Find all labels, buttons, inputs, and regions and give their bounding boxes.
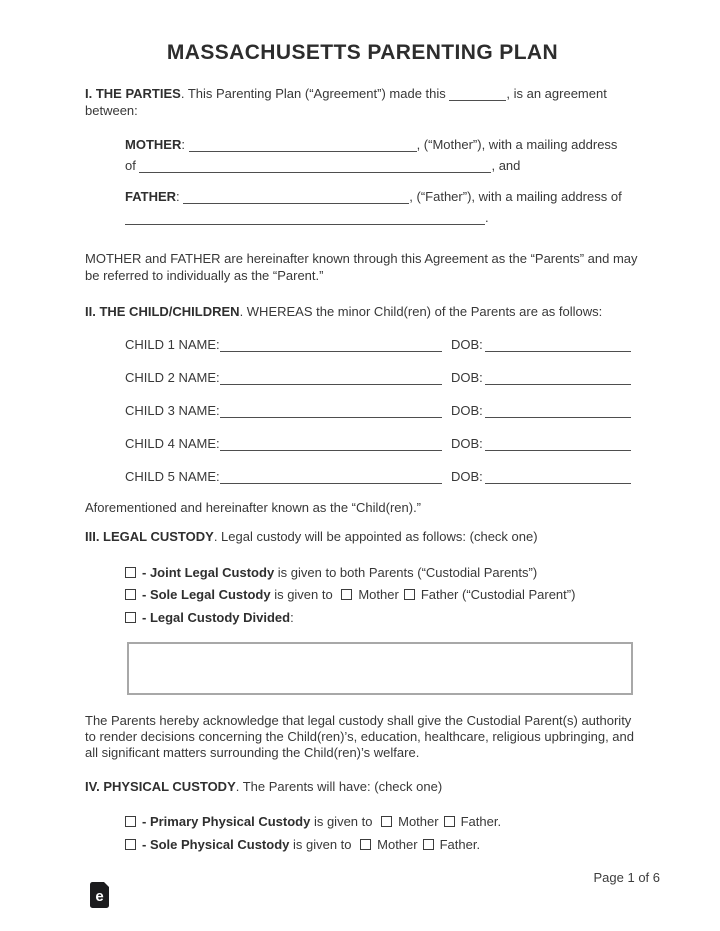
legal-custody-acknowledgment-paragraph: The Parents hereby acknowledge that legal custody shall give the Custodial Parent(s) authority to render decisions concerning the Child(ren)’s, education, healthcare, religious upbringing, and all significant matters surrounding the Child(ren)’s welfare. bbox=[85, 713, 634, 761]
sole-physical-custody-checkbox[interactable] bbox=[125, 839, 136, 850]
mother-after-name-text: , (“Mother”), with a mailing address bbox=[416, 137, 618, 152]
sole-physical-father-label: Father bbox=[439, 836, 477, 852]
father-label: FATHER bbox=[125, 189, 177, 204]
child-5-name-field[interactable] bbox=[220, 471, 442, 484]
legal-custody-divided-textbox[interactable] bbox=[127, 642, 633, 695]
sole-legal-mother-checkbox[interactable] bbox=[341, 589, 352, 600]
primary-physical-father-label: Father bbox=[460, 814, 498, 830]
legal-custody-intro-paragraph bbox=[85, 529, 640, 546]
divided-legal-custody-checkbox[interactable] bbox=[125, 612, 136, 623]
primary-physical-mother-checkbox[interactable] bbox=[381, 816, 392, 827]
legal-custody-heading: III. LEGAL CUSTODY bbox=[85, 529, 214, 544]
sole-legal-mother-label: Mother bbox=[358, 587, 399, 602]
physical-custody-intro-paragraph bbox=[85, 779, 640, 796]
mother-label: MOTHER bbox=[125, 137, 182, 152]
sole-legal-custody-text1: is given to bbox=[270, 587, 337, 602]
sole-legal-father-checkbox[interactable] bbox=[404, 589, 415, 600]
parties-intro-text: . This Parenting Plan (“Agreement”) made this bbox=[180, 86, 450, 101]
parents-definition-paragraph: MOTHER and FATHER are hereinafter known through this Agreement as the “Parents” and may be referred to individually as the “Parent.” bbox=[85, 251, 638, 283]
physical-custody-option-sole bbox=[125, 834, 640, 857]
sole-legal-custody-text2: (“Custodial Parent”) bbox=[458, 587, 576, 602]
children-heading: II. THE CHILD/CHILDREN bbox=[85, 304, 240, 319]
mother-address-field[interactable] bbox=[139, 160, 491, 173]
child-5-dob-field[interactable] bbox=[485, 471, 631, 484]
child-5-name-label: CHILD 5 NAME: bbox=[125, 468, 220, 484]
legal-custody-intro-text: . Legal custody will be appointed as follows: (check one) bbox=[213, 529, 538, 544]
legal-custody-options bbox=[125, 562, 640, 630]
sole-physical-father-checkbox[interactable] bbox=[423, 839, 434, 850]
sole-physical-mother-label: Mother bbox=[377, 836, 418, 852]
primary-physical-custody-checkbox[interactable] bbox=[125, 816, 136, 827]
child-3-name-field[interactable] bbox=[220, 405, 442, 418]
child-1-dob-field[interactable] bbox=[485, 339, 631, 352]
page-title: MASSACHUSETTS PARENTING PLAN bbox=[166, 41, 559, 64]
primary-physical-text1: is given to bbox=[310, 814, 377, 830]
father-address-suffix: . bbox=[485, 210, 489, 225]
child-4-name-field[interactable] bbox=[220, 438, 442, 451]
physical-custody-options bbox=[125, 811, 640, 856]
agreement-date-field[interactable] bbox=[449, 88, 506, 101]
children-list bbox=[85, 337, 640, 486]
divided-legal-custody-text: : bbox=[290, 609, 294, 625]
father-block bbox=[125, 186, 640, 228]
physical-custody-intro-text: . The Parents will have: (check one) bbox=[235, 778, 443, 794]
child-4-dob-label: DOB: bbox=[451, 435, 483, 451]
divided-legal-custody-label: - Legal Custody Divided bbox=[142, 609, 291, 625]
sole-physical-text1: is given to bbox=[289, 836, 356, 852]
child-row-5 bbox=[125, 469, 640, 486]
mother-label-sep: : bbox=[181, 137, 189, 152]
parties-intro-paragraph bbox=[85, 86, 640, 119]
mother-address-suffix: , and bbox=[491, 158, 521, 173]
child-row-1 bbox=[125, 337, 640, 354]
child-3-name-label: CHILD 3 NAME: bbox=[125, 402, 220, 418]
primary-physical-text2: . bbox=[497, 814, 502, 830]
legal-custody-option-joint bbox=[125, 562, 640, 585]
children-definition-paragraph: Aforementioned and hereinafter known as the “Child(ren).” bbox=[85, 499, 422, 515]
children-intro-text: . WHEREAS the minor Child(ren) of the Parents are as follows: bbox=[239, 304, 603, 319]
primary-physical-mother-label: Mother bbox=[398, 814, 439, 830]
sole-physical-text2: . bbox=[476, 836, 481, 852]
sole-physical-mother-checkbox[interactable] bbox=[360, 839, 371, 850]
child-row-3 bbox=[125, 403, 640, 420]
child-2-dob-field[interactable] bbox=[485, 372, 631, 385]
sole-physical-custody-label: - Sole Physical Custody bbox=[142, 836, 290, 852]
sole-legal-custody-label: - Sole Legal Custody bbox=[142, 587, 271, 602]
joint-legal-custody-text: is given to both Parents (“Custodial Parents”) bbox=[274, 564, 538, 580]
child-2-name-field[interactable] bbox=[220, 372, 442, 385]
child-1-dob-label: DOB: bbox=[451, 336, 483, 352]
mother-name-field[interactable] bbox=[189, 139, 417, 152]
joint-legal-custody-label: - Joint Legal Custody bbox=[142, 564, 275, 580]
legal-custody-option-divided bbox=[125, 607, 640, 630]
father-address-field[interactable] bbox=[125, 212, 485, 225]
legal-custody-option-sole bbox=[125, 584, 640, 607]
child-3-dob-field[interactable] bbox=[485, 405, 631, 418]
child-3-dob-label: DOB: bbox=[451, 402, 483, 418]
child-2-dob-label: DOB: bbox=[451, 369, 483, 385]
joint-legal-custody-checkbox[interactable] bbox=[125, 567, 136, 578]
child-5-dob-label: DOB: bbox=[451, 468, 483, 484]
mother-block bbox=[125, 134, 640, 176]
child-row-4 bbox=[125, 436, 640, 453]
children-intro-paragraph bbox=[85, 304, 640, 321]
primary-physical-father-checkbox[interactable] bbox=[444, 816, 455, 827]
child-2-name-label: CHILD 2 NAME: bbox=[125, 369, 220, 385]
page-footer bbox=[0, 870, 720, 908]
child-4-name-label: CHILD 4 NAME: bbox=[125, 435, 220, 451]
physical-custody-heading: IV. PHYSICAL CUSTODY bbox=[85, 778, 236, 794]
eforms-logo bbox=[90, 882, 109, 908]
eforms-logo-letter: e bbox=[95, 888, 104, 906]
child-row-2 bbox=[125, 370, 640, 387]
parties-intro-tail: , is an agreement between: bbox=[85, 86, 607, 118]
sole-legal-father-label: Father bbox=[420, 587, 459, 602]
father-name-field[interactable] bbox=[183, 191, 409, 204]
father-label-sep: : bbox=[176, 189, 184, 204]
father-after-name-text: , (“Father”), with a mailing address of bbox=[409, 189, 622, 204]
child-4-dob-field[interactable] bbox=[485, 438, 631, 451]
page-number: Page 1 of 6 bbox=[593, 870, 660, 886]
sole-legal-custody-checkbox[interactable] bbox=[125, 589, 136, 600]
primary-physical-custody-label: - Primary Physical Custody bbox=[142, 814, 311, 830]
physical-custody-option-primary bbox=[125, 811, 640, 834]
child-1-name-field[interactable] bbox=[220, 339, 442, 352]
child-1-name-label: CHILD 1 NAME: bbox=[125, 336, 220, 352]
parties-heading: I. THE PARTIES bbox=[85, 86, 181, 101]
mother-address-prefix: of bbox=[125, 158, 140, 173]
